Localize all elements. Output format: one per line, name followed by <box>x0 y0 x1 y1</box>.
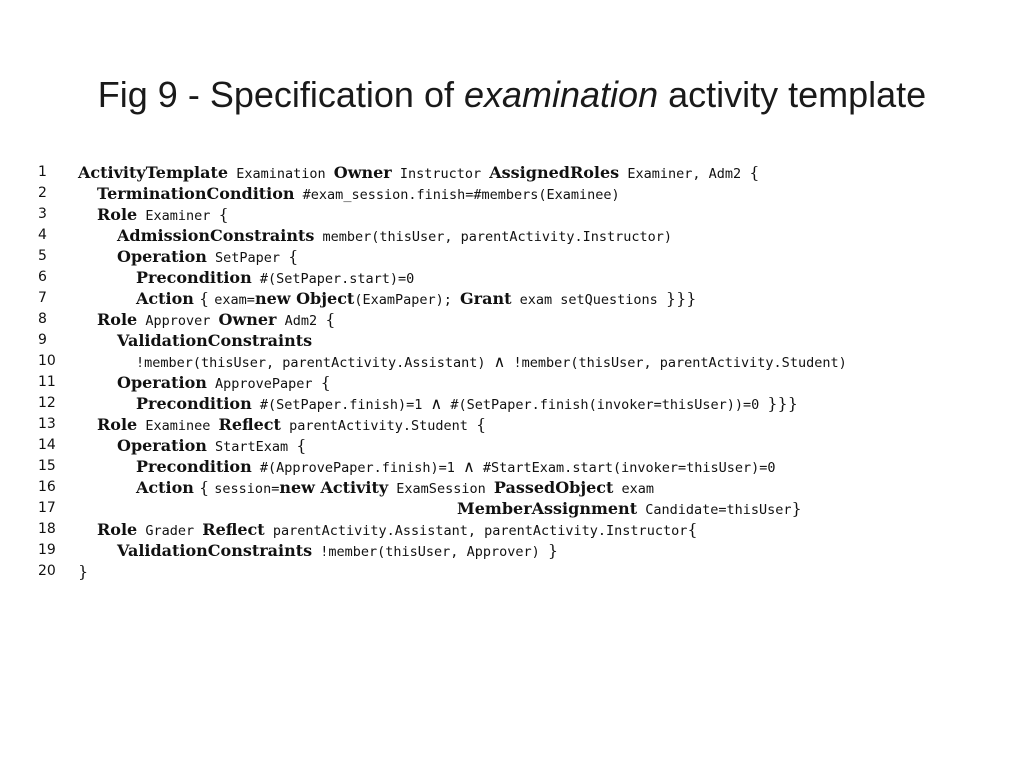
line-number: 15 <box>38 458 56 474</box>
line-number: 6 <box>38 269 47 285</box>
keyword: Action <box>136 289 194 308</box>
symbol: } <box>547 541 559 560</box>
code-line <box>38 498 1018 519</box>
code-line <box>38 225 1018 246</box>
code-text <box>97 183 620 206</box>
symbol: } <box>791 499 802 518</box>
code-text <box>78 162 759 185</box>
code-token: exam <box>613 481 655 497</box>
code-text <box>97 414 486 437</box>
code-token: SetPaper <box>206 250 289 266</box>
code-token: (ExamPaper); <box>354 292 460 308</box>
keyword: AdmissionConstraints <box>117 226 315 245</box>
code-text <box>117 435 306 458</box>
keyword: ActivityTemplate <box>78 163 229 182</box>
keyword: Role <box>97 310 138 329</box>
code-text <box>457 498 802 521</box>
keyword: Role <box>97 205 138 224</box>
code-token: member(thisUser, parentActivity.Instructor) <box>314 229 672 245</box>
keyword: Owner <box>218 310 277 329</box>
code-token: Approver <box>137 313 219 329</box>
symbol: { <box>288 247 299 266</box>
line-number: 8 <box>38 311 47 327</box>
code-text <box>117 330 312 352</box>
symbol: { <box>193 478 215 497</box>
code-text <box>136 456 776 479</box>
symbol: ∧ <box>430 394 443 413</box>
keyword: Owner <box>333 163 392 182</box>
code-text <box>78 561 88 583</box>
code-text <box>136 267 414 290</box>
line-number: 17 <box>38 500 56 516</box>
line-number: 12 <box>38 395 56 411</box>
keyword: Reflect <box>202 520 265 539</box>
code-token: exam= <box>214 292 255 308</box>
code-line <box>38 393 1018 414</box>
line-number: 1 <box>38 164 47 180</box>
keyword: ValidationConstraints <box>117 541 313 560</box>
code-token: #(ApprovePaper.finish)=1 <box>251 460 464 476</box>
code-token: #exam_session.finish=#members(Examinee) <box>294 187 620 203</box>
code-token: #(SetPaper.start)=0 <box>251 271 415 287</box>
code-token: parentActivity.Student <box>280 418 477 434</box>
code-token: Examinee <box>137 418 219 434</box>
code-text <box>136 288 696 311</box>
code-line <box>38 204 1018 225</box>
code-token: #(SetPaper.finish(invoker=thisUser))=0 <box>442 397 768 413</box>
code-token: !member(thisUser, parentActivity.Student) <box>505 355 847 371</box>
code-token: exam setQuestions <box>511 292 666 308</box>
line-number: 14 <box>38 437 56 453</box>
code-token: Examiner, Adm2 <box>619 166 750 182</box>
code-line <box>38 351 1018 372</box>
code-token: Grader <box>137 523 203 539</box>
symbol: { <box>325 310 336 329</box>
symbol: { <box>320 373 331 392</box>
keyword: Operation <box>117 436 207 455</box>
code-line <box>38 267 1018 288</box>
keyword: AssignedRoles <box>489 163 620 182</box>
keyword: Precondition <box>136 457 252 476</box>
code-token: Instructor <box>391 166 490 182</box>
symbol: }}} <box>767 394 798 413</box>
symbol: { <box>687 520 698 539</box>
keyword: Grant <box>460 289 512 308</box>
keyword: Operation <box>117 247 207 266</box>
symbol: { <box>193 289 215 308</box>
symbol: { <box>296 436 307 455</box>
symbol: } <box>78 562 89 581</box>
keyword: new Activity <box>279 478 389 497</box>
code-token: #(SetPaper.finish)=1 <box>251 397 431 413</box>
code-text <box>117 225 672 248</box>
code-text <box>136 477 654 500</box>
keyword: TerminationCondition <box>97 184 295 203</box>
code-text <box>97 204 229 227</box>
line-number: 5 <box>38 248 47 264</box>
symbol: ∧ <box>463 457 475 476</box>
code-line <box>38 477 1018 498</box>
code-line <box>38 330 1018 351</box>
code-token: parentActivity.Assistant, parentActivity.Instructor <box>264 523 688 539</box>
code-token: ApprovePaper <box>206 376 321 392</box>
code-line <box>38 435 1018 456</box>
line-number: 9 <box>38 332 47 348</box>
line-number: 18 <box>38 521 56 537</box>
code-text <box>117 540 558 563</box>
keyword: ValidationConstraints <box>117 331 313 350</box>
title-text-after: activity template <box>658 74 927 115</box>
code-text <box>97 519 698 542</box>
line-number: 20 <box>38 563 56 579</box>
keyword: PassedObject <box>493 478 614 497</box>
code-token: Examination <box>228 166 334 182</box>
line-number: 11 <box>38 374 56 390</box>
title-text-before: Fig 9 - Specification of <box>97 74 464 115</box>
code-token: ExamSession <box>388 481 494 497</box>
code-line <box>38 414 1018 435</box>
code-token: Examiner <box>137 208 219 224</box>
code-line <box>38 456 1018 477</box>
code-token: !member(thisUser, parentActivity.Assistant) <box>136 355 494 371</box>
code-line <box>38 288 1018 309</box>
code-token: !member(thisUser, Approver) <box>312 544 548 560</box>
line-number: 10 <box>38 353 56 369</box>
code-token: StartExam <box>206 439 297 455</box>
line-number: 4 <box>38 227 47 243</box>
code-text <box>117 372 331 395</box>
keyword: Operation <box>117 373 207 392</box>
keyword: Precondition <box>136 268 252 287</box>
slide-title <box>0 74 1024 116</box>
code-line <box>38 561 1018 582</box>
symbol: ∧ <box>493 352 506 371</box>
symbol: { <box>476 415 487 434</box>
code-text <box>136 351 847 374</box>
code-text <box>97 309 335 332</box>
code-line <box>38 183 1018 204</box>
code-line <box>38 372 1018 393</box>
keyword: Reflect <box>218 415 281 434</box>
code-token: Adm2 <box>276 313 326 329</box>
code-line <box>38 162 1018 183</box>
code-line <box>38 246 1018 267</box>
keyword: Precondition <box>136 394 252 413</box>
code-text <box>117 246 298 269</box>
code-line <box>38 519 1018 540</box>
code-line <box>38 309 1018 330</box>
line-number: 13 <box>38 416 56 432</box>
symbol: { <box>749 163 760 182</box>
code-token: session= <box>214 481 280 497</box>
symbol: { <box>218 205 229 224</box>
code-line <box>38 540 1018 561</box>
line-number: 3 <box>38 206 47 222</box>
line-number: 16 <box>38 479 56 495</box>
code-text <box>136 393 798 416</box>
line-number: 7 <box>38 290 47 306</box>
keyword: Action <box>136 478 194 497</box>
code-token: Candidate=thisUser <box>637 502 792 518</box>
code-listing <box>38 162 1018 582</box>
code-token: #StartExam.start(invoker=thisUser)=0 <box>474 460 776 476</box>
keyword: new Object <box>254 289 355 308</box>
line-number: 2 <box>38 185 47 201</box>
keyword: MemberAssignment <box>457 499 638 518</box>
keyword: Role <box>97 415 138 434</box>
line-number: 19 <box>38 542 56 558</box>
title-text-emphasis: examination <box>463 74 659 115</box>
keyword: Role <box>97 520 138 539</box>
symbol: }}} <box>665 289 697 308</box>
